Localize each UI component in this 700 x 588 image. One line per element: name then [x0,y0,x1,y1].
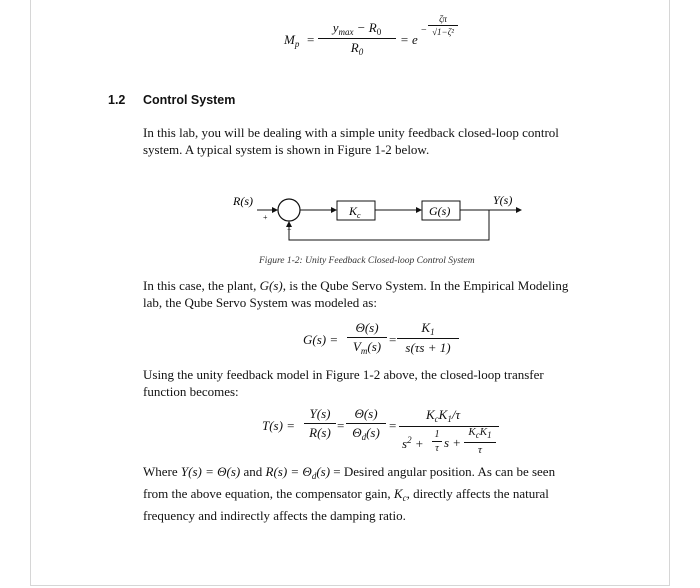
output-label: Y(s) [493,193,513,207]
t-den-s: s + [444,435,462,450]
g-fraction-1: Θ(s) $V_m(s)$ [347,320,387,356]
paragraph-closed-loop: Using the unity feedback model in Figure 1-2 above, the closed-loop transfer function becomes: [143,367,544,399]
t-lhs: T(s) = [262,418,295,433]
mp-fraction-bar [318,38,396,39]
plus-sign: + [263,213,268,222]
t-den-frac-2: $K_cK_1$ τ [464,426,496,456]
mp-exponent-fraction: ζπ √1−ζ² [428,14,458,37]
controller-label: $K_c$ [349,204,361,220]
paragraph-conclusion: Where Y(s) = Θ(s) and $R(s) = \Theta_d(s)$ = Desired angular position. As can be seen from the above equation, the compensator gain, $K_c$, directly affects the natural frequency and indirectly affects the damping ratio. [143,464,556,523]
mp-fraction: $y_{max} - R_0$ $R_0$ [318,20,396,57]
paragraph-intro: In this lab, you will be dealing with a simple unity feedback closed-loop control system. A typical system is shown in Figure 1-2 below. [143,125,559,157]
section-title: Control System [143,93,236,107]
mp-lhs: $M_p$ [284,32,300,49]
block-diagram [225,188,535,248]
mp-equals: = [307,32,315,47]
g-lhs: G(s) = [303,332,339,347]
t-den-s2: $s^2$ + [402,435,424,451]
input-label: R(s) [233,194,253,208]
t-fraction-3-numerator: $K_cK_1/\tau$ [426,407,461,424]
t-fraction-2: Θ(s) $\Theta_d(s)$ [346,406,386,442]
figure-caption: Figure 1-2: Unity Feedback Closed-loop Control System [259,256,475,266]
mp-exp-sign: − [421,25,427,36]
g-fraction-2: $K_1$ s(τs + 1) [397,320,459,356]
t-equals-1: = [337,418,345,433]
mp-exponential: = e [400,32,418,47]
summing-junction [278,199,300,221]
t-equals-2: = [389,418,397,433]
t-fraction-1: Y(s) R(s) [304,406,336,441]
plant-label: G(s) [429,204,451,218]
t-den-frac-1: 1 τ [432,429,442,454]
minus-sign: − [287,225,292,234]
section-number: 1.2 [108,93,126,107]
g-equals: = [389,332,397,347]
paragraph-plant: In this case, the plant, G(s), is the Qube Servo System. In the Empirical Modeling lab, the Qube Servo System was modeled as: [143,278,569,310]
